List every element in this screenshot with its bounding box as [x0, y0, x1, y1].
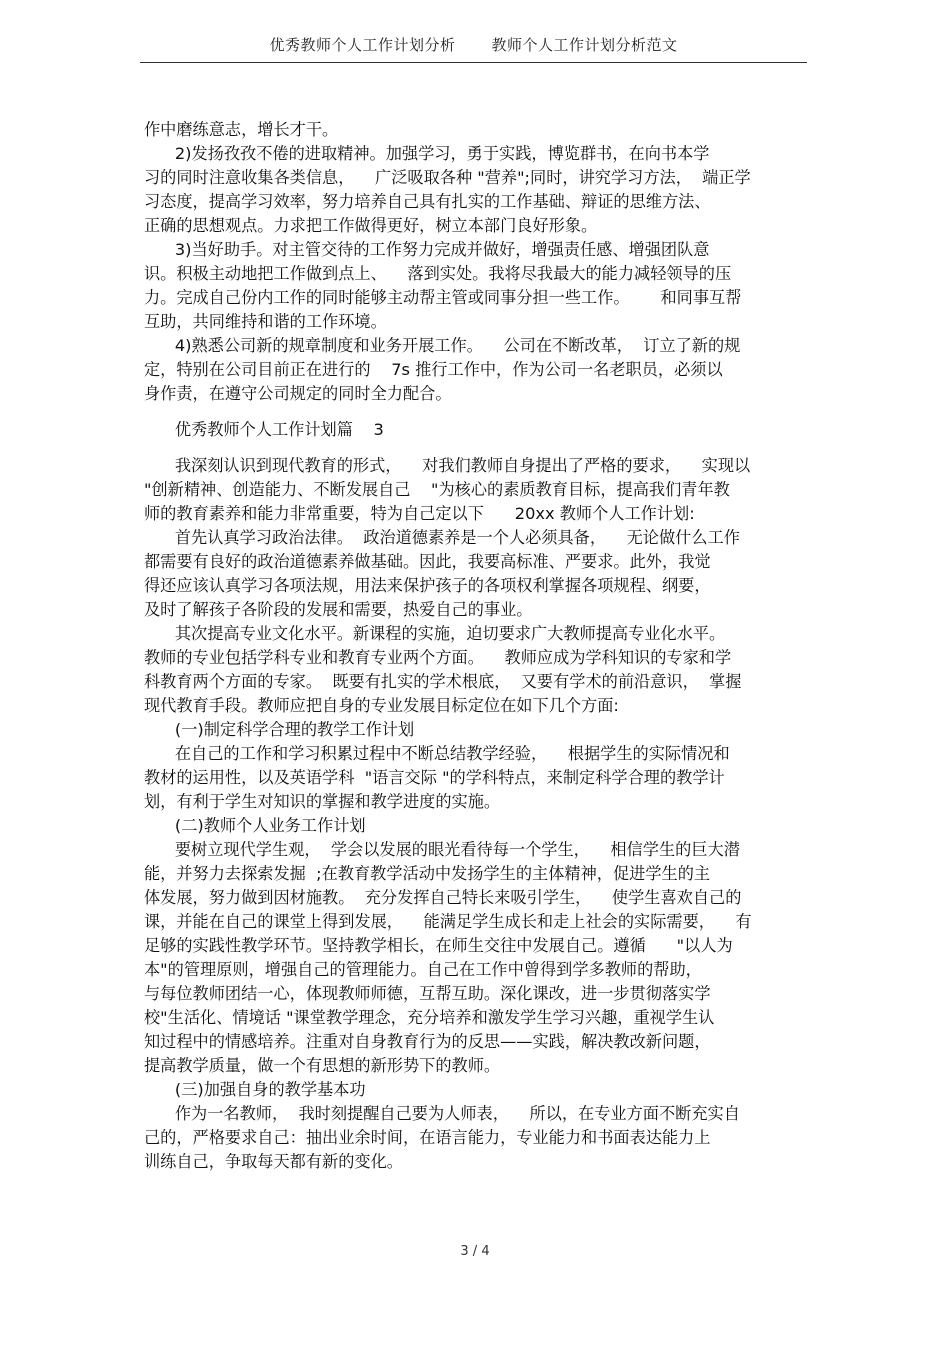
text-line: 及时了解孩子各阶段的发展和需要，热爱自己的事业。	[144, 600, 533, 619]
page-header	[140, 34, 807, 55]
text-line: 3)当好助手。对主管交待的工作努力完成并做好，增强责任感、增强团队意	[144, 240, 710, 259]
text-line: 在自己的工作和学习积累过程中不断总结教学经验， 根据学生的实际情况和	[144, 744, 730, 763]
text-line: 习的同时注意收集各类信息， 广泛吸取各种 "营养";同时，讲究学习方法， 端正学	[144, 168, 751, 187]
text-line: 提高教学质量，做一个有思想的新形势下的教师。	[144, 1056, 501, 1075]
text-line: 4)熟悉公司新的规章制度和业务开展工作。 公司在不断改革， 订立了新的规	[144, 336, 741, 355]
text-line: 要树立现代学生观， 学会以发展的眼光看待每一个学生， 相信学生的巨大潜	[144, 840, 740, 859]
text-line: 正确的思想观点。力求把工作做得更好，树立本部门良好形象。	[144, 216, 598, 235]
text-line: 课，并能在自己的课堂上得到发展， 能满足学生成长和走上社会的实际需要， 有	[144, 912, 752, 931]
header-title-left: 优秀教师个人工作计划分析	[269, 36, 456, 54]
text-line: 都需要有良好的政治道德素养做基础。因此，我要高标准、严要求。此外，我觉	[144, 552, 711, 571]
paragraph-gap	[144, 406, 808, 418]
text-line: 习态度，提高学习效率，努力培养自己具有扎实的工作基础、辩证的思维方法、	[144, 192, 711, 211]
text-line: 足够的实践性教学环节。坚持教学相长，在师生交往中发展自己。遵循 "以人为	[144, 936, 733, 955]
text-line: 教师的专业包括学科专业和教育专业两个方面。 教师应成为学科知识的专家和学	[144, 648, 732, 667]
paragraph-gap	[144, 442, 808, 454]
text-line: 校"生活化、情境话 "课堂教学理念，充分培养和激发学生学习兴趣，重视学生认	[144, 1008, 715, 1027]
page-number: 3 / 4	[460, 1244, 490, 1259]
text-line: 力。完成自己份内工作的同时能够主动帮主管或同事分担一些工作。 和同事互帮	[144, 288, 742, 307]
text-line: 能，并努力去探索发掘 ;在教育教学活动中发扬学生的主体精神，促进学生的主	[144, 864, 711, 883]
text-line: 作为一名教师， 我时刻提醒自己要为人师表， 所以，在专业方面不断充实自	[144, 1104, 740, 1123]
text-line: 作中磨练意志，增长才干。	[144, 120, 339, 139]
text-line: 互助，共同维持和谐的工作环境。	[144, 312, 387, 331]
text-line: 知过程中的情感培养。注重对自身教育行为的反思——实践，解决教改新问题，	[144, 1032, 711, 1051]
text-line: 2)发扬孜孜不倦的进取精神。加强学习，勇于实践，博览群书，在向书本学	[144, 144, 710, 163]
document-body	[144, 118, 808, 1174]
text-line: 优秀教师个人工作计划篇 3	[144, 420, 384, 439]
text-line: 训练自己，争取每天都有新的变化。	[144, 1152, 403, 1171]
text-line: 师的教育素养和能力非常重要，特为自己定以下 20xx 教师个人工作计划:	[144, 504, 695, 523]
text-line: 其次提高专业文化水平。新课程的实施，迫切要求广大教师提高专业化水平。	[144, 624, 726, 643]
text-line: 现代教育手段。教师应把自身的专业发展目标定位在如下几个方面:	[144, 696, 619, 715]
text-line: 己的，严格要求自己：抽出业余时间，在语言能力，专业能力和书面表达能力上	[144, 1128, 711, 1147]
text-line: 我深刻认识到现代教育的形式， 对我们教师自身提出了严格的要求， 实现以	[144, 456, 751, 475]
text-line: 划，有利于学生对知识的掌握和教学进度的实施。	[144, 792, 501, 811]
text-line: 本"的管理原则，增强自己的管理能力。自己在工作中曾得到学多教师的帮助，	[144, 960, 702, 979]
text-line: (二)教师个人业务工作计划	[144, 816, 366, 835]
text-line: 首先认真学习政治法律。 政治道德素养是一个人必须具备， 无论做什么工作	[144, 528, 740, 547]
text-line: 得还应该认真学习各项法规，用法来保护孩子的各项权利掌握各项规程、纲要，	[144, 576, 711, 595]
text-line: 定，特别在公司目前正在进行的 7s 推行工作中，作为公司一名老职员，必须以	[144, 360, 723, 379]
text-line: 与每位教师团结一心，体现教师师德，互帮互助。深化课改，进一步贯彻落实学	[144, 984, 711, 1003]
text-line: 识。积极主动地把工作做到点上、 落到实处。我将尽我最大的能力减轻领导的压	[144, 264, 732, 283]
text-line: 科教育两个方面的专家。 既要有扎实的学术根底， 又要有学术的前沿意识， 掌握	[144, 672, 742, 691]
text-line: (三)加强自身的教学基本功	[144, 1080, 366, 1099]
text-line: "创新精神、创造能力、不断发展自己 "为核心的素质教育目标，提高我们青年教	[144, 480, 730, 499]
text-line: 教材的运用性，以及英语学科 "语言交际 "的学科特点，来制定科学合理的教学计	[144, 768, 725, 787]
text-line: 身作责，在遵守公司规定的同时全力配合。	[144, 384, 452, 403]
text-line: 体发展，努力做到因材施教。 充分发挥自己特长来吸引学生， 使学生喜欢自己的	[144, 888, 742, 907]
header-title-right: 教师个人工作计划分析范文	[491, 36, 678, 54]
header-divider	[140, 62, 807, 63]
text-line: (一)制定科学合理的教学工作计划	[144, 720, 415, 739]
